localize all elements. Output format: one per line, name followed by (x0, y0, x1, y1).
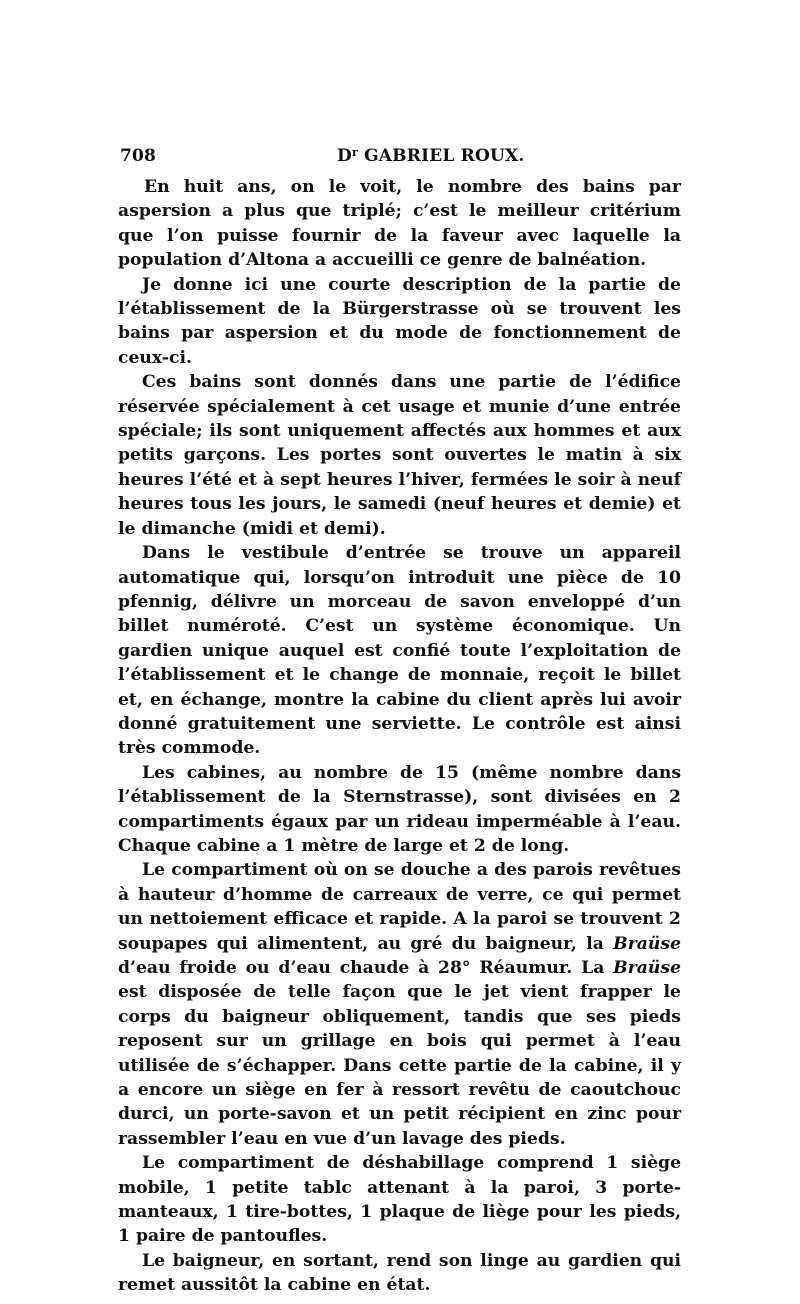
author-name: GABRIEL ROUX. (357, 146, 525, 166)
italic-term-brause: Braüse (613, 958, 681, 978)
paragraph-text: Le compartiment où on se douche a des parois revêtues à hauteur d’homme de carreaux de verre, ce qui permet un nettoiement efficace et rapide. A la paroi se trouvent 2 soupapes qui alimentent, au gré du baigneur, la (118, 860, 681, 954)
paragraph-text: est disposée de telle façon que le jet vient frapper le corps du baigneur obliquement, tandis que ses pieds reposent sur un grillage en bois qui permet à l’eau utilisée de s’échapper. Dans cette partie de la cabine, il y a encore un siège en fer à ressort revêtu de caoutchouc durci, un porte-savon et un petit récipient en zinc pour rassembler l’eau en vue d’un lavage des pieds. (118, 982, 681, 1149)
author-prefix: D (337, 146, 352, 166)
paragraph-3 (118, 370, 681, 541)
paragraph-8 (118, 1249, 681, 1298)
italic-term-brause: Braüse (613, 933, 681, 954)
paragraph-2 (118, 273, 681, 371)
book-page (118, 142, 681, 1298)
paragraph-text: d’eau froide ou d’eau chaude à 28° Réaumur. La (118, 958, 614, 978)
running-head (337, 146, 525, 166)
paragraph-text: Dans le vestibule d’entrée se trouve un appareil automatique qui, lorsqu’on introduit une pièce de 10 pfennig, délivre un morceau de savon enveloppé d’un billet numéroté. C’est un système économique. Un gardien unique auquel est confié toute l’exploitation de l’établissement et le change de monnaie, reçoit le billet et, en échange, montre la cabine du client après lui avoir donné gratuitement une serviette. Le contrôle est ainsi très commode. (118, 543, 681, 759)
author-title-superscript: r (351, 146, 358, 159)
paragraph-1 (118, 175, 681, 273)
paragraph-text: Le compartiment de déshabillage comprend 1 siège mobile, 1 petite tablc attenant à la paroi, 3 porte-manteaux, 1 tire-bottes, 1 plaque de liège pour les pieds, 1 paire de pantoufles. (118, 1153, 681, 1247)
paragraph-text: Je donne ici une courte description de la partie de l’établissement de la Bürgerstrasse où se trouvent les bains par aspersion et du mode de fonctionnement de ceux-ci. (118, 274, 681, 368)
page-header (118, 142, 681, 172)
paragraph-text: En huit ans, on le voit, le nombre des bains par aspersion a plus que triplé; c’est le meilleur critérium que l’on puisse fournir de la faveur avec laquelle la population d’Altona a accueilli ce genre de balnéation. (118, 177, 681, 271)
paragraph-text: Les cabines, au nombre de 15 (même nombre dans l’établissement de la Sternstrasse), sont divisées en 2 compartiments égaux par un rideau imperméable à l’eau. Chaque cabine a 1 mètre de large et 2 de long. (118, 762, 681, 856)
paragraph-6 (118, 858, 681, 1151)
page-number: 708 (120, 146, 157, 166)
paragraph-7 (118, 1151, 681, 1249)
body-text (118, 175, 681, 1298)
paragraph-4 (118, 541, 681, 761)
paragraph-text: Le baigneur, en sortant, rend son linge au gardien qui remet aussitôt la cabine en état. (118, 1250, 681, 1296)
paragraph-text: Ces bains sont donnés dans une partie de l’édifice réservée spécialement à cet usage et munie d’une entrée spéciale; ils sont uniquement affectés aux hommes et aux petits garçons. Les portes sont ouvertes le matin à six heures l’été et à sept heures l’hiver, fermées le soir à neuf heures tous les jours, le samedi (neuf heures et demie) et le dimanche (midi et demi). (118, 372, 681, 539)
paragraph-5 (118, 761, 681, 859)
